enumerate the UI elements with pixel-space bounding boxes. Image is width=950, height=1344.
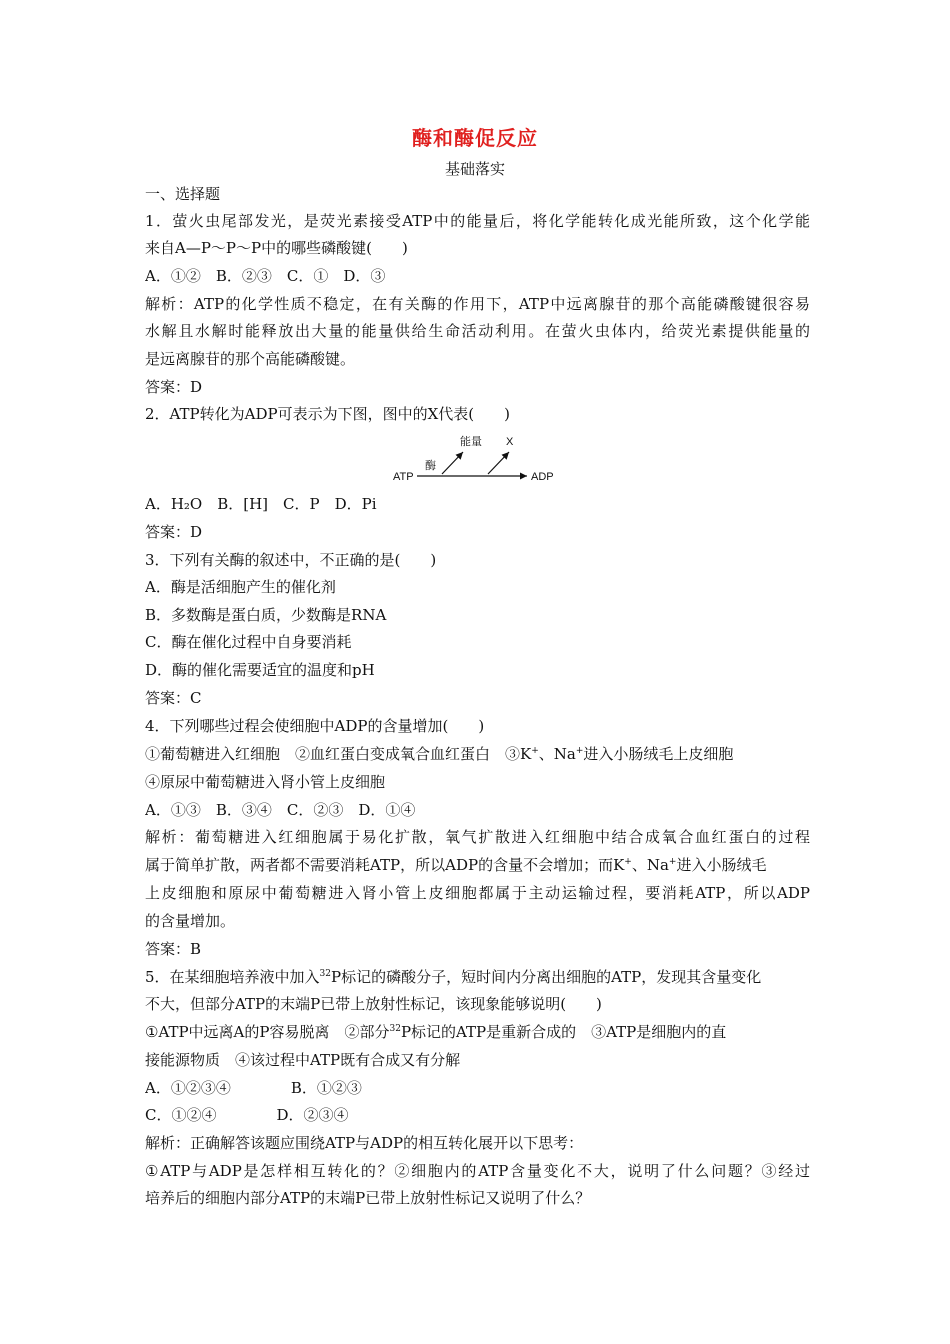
q4-analysis-line-3: 上皮细胞和原尿中葡萄糖进入肾小管上皮细胞都属于主动运输过程，要消耗ATP，所以ADP	[145, 884, 810, 902]
q1-stem-line-2: 来自A—P～P～P中的哪些磷酸键( )	[145, 239, 408, 257]
q3-answer: 答案：C	[145, 689, 202, 707]
q4-analysis-text-b: 、Na	[631, 856, 669, 874]
q4-analysis-line-2	[145, 851, 810, 879]
q5-stem-text-a: 5．在某细胞培养液中加入	[145, 968, 320, 986]
q4-options: A．①③ B．③④ C．②③ D．①④	[145, 801, 416, 819]
q5-stem-line-2: 不大，但部分ATP的末端P已带上放射性标记，该现象能够说明( )	[145, 995, 602, 1013]
q1-options: A．①② B．②③ C．① D．③	[145, 267, 386, 285]
atp-to-adp-diagram	[390, 428, 570, 486]
q1-stem-line-1: 1．萤火虫尾部发光，是荧光素接受ATP中的能量后，将化学能转化成光能所致，这个化学能	[145, 212, 810, 230]
q2-options: A．H₂O B．[H] C．P D．Pi	[145, 495, 377, 513]
q5-options-line-1: A．①②③④ B．①②③	[145, 1079, 362, 1097]
q3-option-b: B．多数酶是蛋白质，少数酶是RNA	[145, 606, 387, 624]
q4-items-text-c: 进入小肠绒毛上皮细胞	[583, 745, 734, 763]
q4-analysis-line-4: 的含量增加。	[145, 912, 236, 930]
q4-items-line-1	[145, 740, 810, 768]
q4-stem: 4．下列哪些过程会使细胞中ADP的含量增加( )	[145, 717, 485, 735]
x-arrow	[488, 452, 509, 474]
q4-answer: 答案：B	[145, 940, 202, 958]
q5-items-text-b: P标记的ATP是重新合成的 ③ATP是细胞内的直	[400, 1023, 727, 1041]
section-subtitle: 基础落实	[444, 160, 505, 178]
q2-answer: 答案：D	[145, 523, 203, 541]
section-heading: 一、选择题	[145, 185, 221, 203]
q4-items-sup-2: +	[575, 746, 584, 756]
q4-items-text-a: ①葡萄糖进入红细胞 ②血红蛋白变成氧合血红蛋白 ③K	[145, 745, 532, 763]
q5-analysis-line-2: ①ATP与ADP是怎样相互转化的？②细胞内的ATP含量变化不大，说明了什么问题？③经过	[145, 1162, 810, 1180]
q4-items-sup-1: +	[531, 746, 539, 756]
q3-option-d: D．酶的催化需要适宜的温度和pH	[145, 661, 375, 679]
q4-analysis-line-1: 解析：葡萄糖进入红细胞属于易化扩散，氧气扩散进入红细胞中结合成氧合血红蛋白的过程	[145, 828, 810, 846]
diagram-enzyme-label: 酶	[425, 459, 436, 472]
q5-stem-line-1	[145, 963, 810, 991]
q5-stem-sup: 32	[319, 969, 331, 979]
q3-stem: 3．下列有关酶的叙述中，不正确的是( )	[145, 551, 437, 569]
q3-option-c: C．酶在催化过程中自身要消耗	[145, 633, 352, 651]
q1-answer: 答案：D	[145, 378, 203, 396]
q4-items-line-2: ④原尿中葡萄糖进入肾小管上皮细胞	[145, 773, 386, 791]
q4-analysis-sup-2: +	[668, 857, 677, 867]
q5-items-line-2: 接能源物质 ④该过程中ATP既有合成又有分解	[145, 1051, 461, 1069]
q2-stem: 2．ATP转化为ADP可表示为下图，图中的X代表( )	[145, 405, 510, 423]
q5-analysis-line-3: 培养后的细胞内部分ATP的末端P已带上放射性标记又说明了什么？	[145, 1189, 591, 1207]
diagram-atp-label: ATP	[393, 471, 414, 483]
q3-option-a: A．酶是活细胞产生的催化剂	[145, 578, 336, 596]
energy-arrow	[442, 452, 463, 474]
q1-analysis-line-3: 是远离腺苷的那个高能磷酸键。	[145, 350, 356, 368]
diagram-x-label: X	[506, 436, 514, 448]
diagram-adp-label: ADP	[531, 471, 554, 483]
q5-items-text-a: ①ATP中远离A的P容易脱离 ②部分	[145, 1023, 390, 1041]
q4-analysis-text-c: 进入小肠绒毛	[676, 856, 767, 874]
q5-options-line-2: C．①②④ D．②③④	[145, 1106, 349, 1124]
q1-analysis-line-1: 解析：ATP的化学性质不稳定，在有关酶的作用下，ATP中远离腺苷的那个高能磷酸键很容易	[145, 295, 810, 313]
q1-analysis-line-2: 水解且水解时能释放出大量的能量供给生命活动利用。在萤火虫体内，给荧光素提供能量的	[145, 322, 810, 340]
q5-items-line-1	[145, 1018, 810, 1046]
q4-analysis-text-a: 属于简单扩散，两者都不需要消耗ATP，所以ADP的含量不会增加；而K	[145, 856, 625, 874]
diagram-energy-label: 能量	[460, 435, 482, 448]
q4-items-text-b: 、Na	[538, 745, 576, 763]
q4-analysis-sup-1: +	[624, 857, 632, 867]
q5-stem-text-b: P标记的磷酸分子，短时间内分离出细胞的ATP，发现其含量变化	[331, 968, 762, 986]
page-title: 酶和酶促反应	[412, 126, 538, 150]
q5-items-sup: 32	[389, 1024, 401, 1034]
q5-analysis-line-1: 解析：正确解答该题应围绕ATP与ADP的相互转化展开以下思考：	[145, 1134, 584, 1152]
